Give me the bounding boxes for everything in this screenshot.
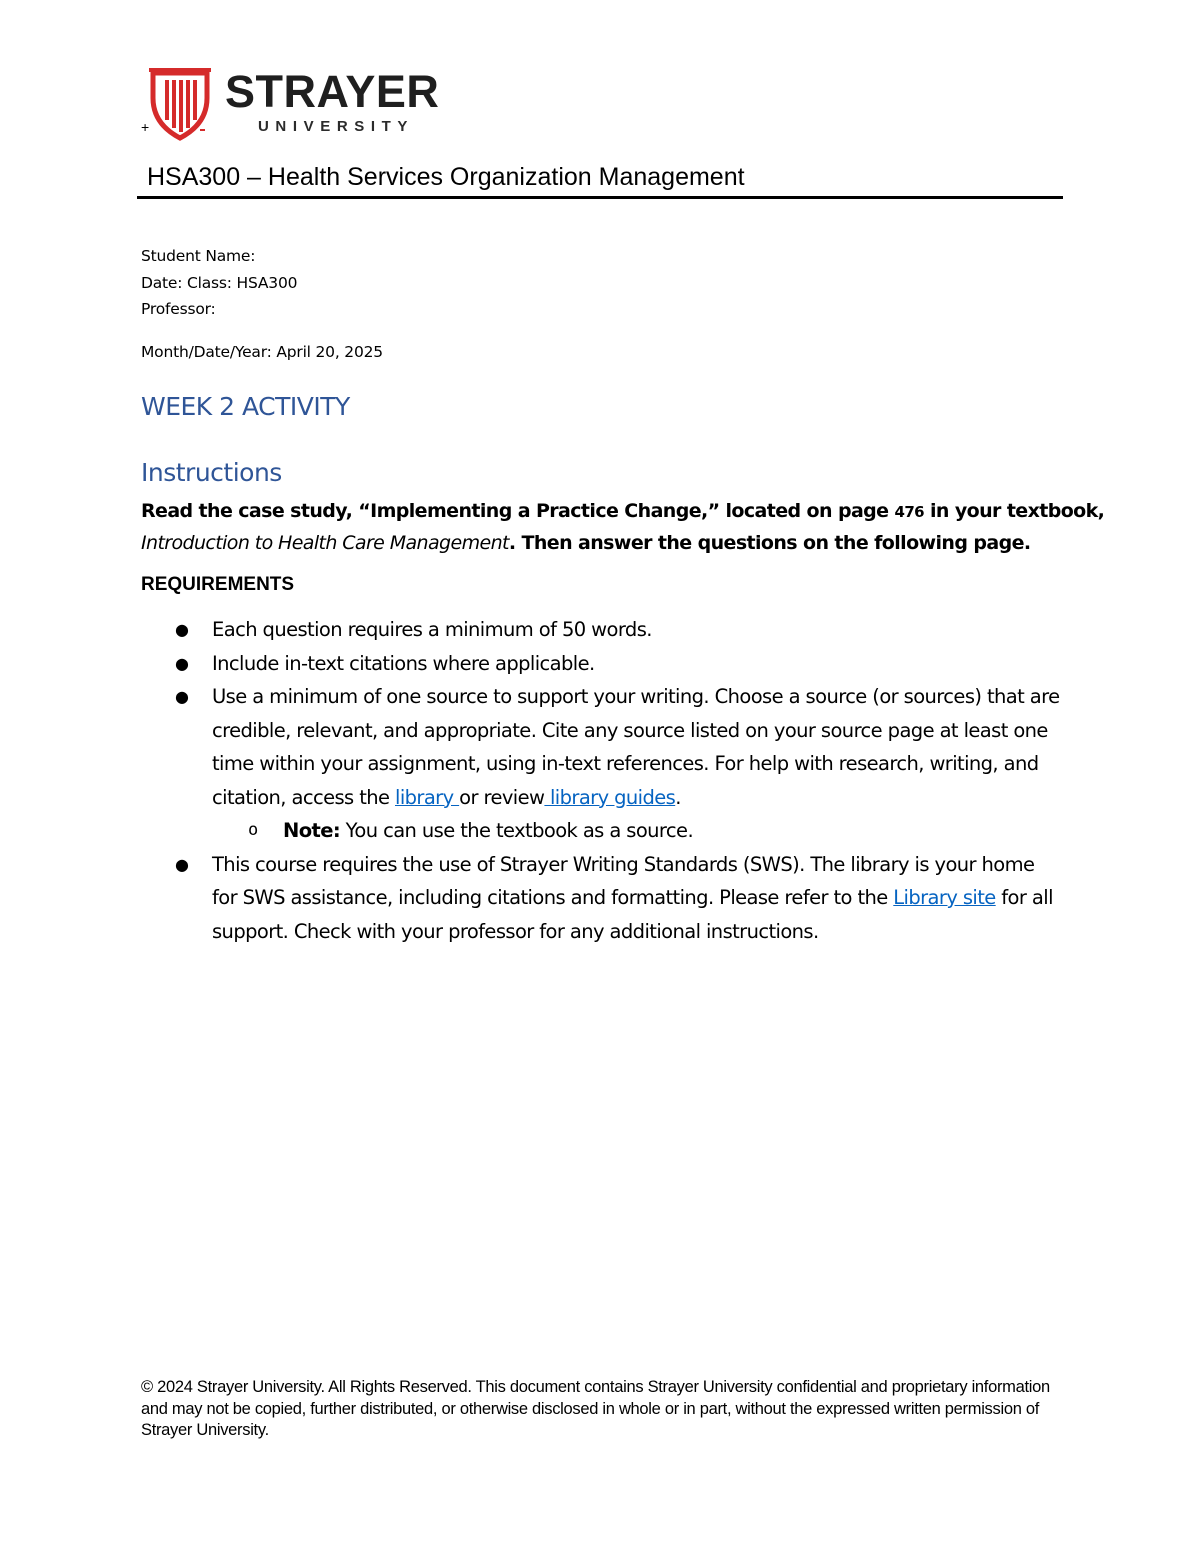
- date-class-line: Date: Class: HSA300: [141, 274, 298, 292]
- textbook-title: Introduction to Health Care Management: [141, 532, 509, 554]
- bullet-icon: ●: [175, 620, 189, 639]
- month-date-year-line: Month/Date/Year: April 20, 2025: [141, 343, 383, 361]
- sub-list-item: o Note: You can use the textbook as a source.: [248, 814, 1065, 848]
- requirements-heading: REQUIREMENTS: [141, 574, 295, 595]
- note-label: Note:: [283, 819, 341, 842]
- copyright-footer: © 2024 Strayer University. All Rights Reserved. This document contains Strayer University confidential and proprietary information and may not be copied, further distributed, or otherwise disclosed in whole or in part, without the expressed written permission of Strayer University.: [141, 1378, 1050, 1439]
- list-item: ● Use a minimum of one source to support your writing. Choose a source (or sources) that are credible, relevant, and appropriate. Cite any source listed on your source page at least one time within your assignment, using in-text references. For help with research, writing, and citation, access the library or review library guides.: [175, 680, 1065, 814]
- logo-plus-mark: +: [141, 119, 150, 135]
- list-item: ● Each question requires a minimum of 50 words.: [175, 613, 1065, 647]
- instructions-paragraph: Read the case study, “Implementing a Practice Change,” located on page 476 in your textbook, Introduction to Health Care Management. Then answer the questions on the following page.: [141, 500, 1105, 554]
- requirements-list: [175, 613, 1065, 948]
- list-item: ● Include in-text citations where applicable.: [175, 647, 1065, 681]
- list-item: ● This course requires the use of Strayer Writing Standards (SWS). The library is your home for SWS assistance, including citations and formatting. Please refer to the Library site for all support. Check with your professor for any additional instructions.: [175, 848, 1065, 949]
- page-number: 476: [894, 503, 924, 521]
- library-link[interactable]: library: [395, 785, 460, 809]
- logo-subtitle: UNIVERSITY: [258, 118, 415, 135]
- title-divider: [137, 196, 1063, 199]
- instructions-heading: Instructions: [141, 458, 282, 487]
- library-guides-link[interactable]: library guides: [544, 785, 676, 809]
- bullet-icon: ●: [175, 854, 189, 874]
- bullet-icon: ●: [175, 687, 189, 706]
- activity-heading: WEEK 2 ACTIVITY: [141, 392, 350, 421]
- professor-line: Professor:: [141, 300, 216, 318]
- student-name-line: Student Name:: [141, 247, 256, 265]
- library-site-link[interactable]: Library site: [893, 886, 996, 909]
- logo-wordmark: STRAYER: [225, 66, 440, 117]
- course-title: HSA300 – Health Services Organization Management: [147, 163, 745, 191]
- sub-bullet-icon: o: [248, 820, 258, 840]
- bullet-icon: ●: [175, 653, 189, 673]
